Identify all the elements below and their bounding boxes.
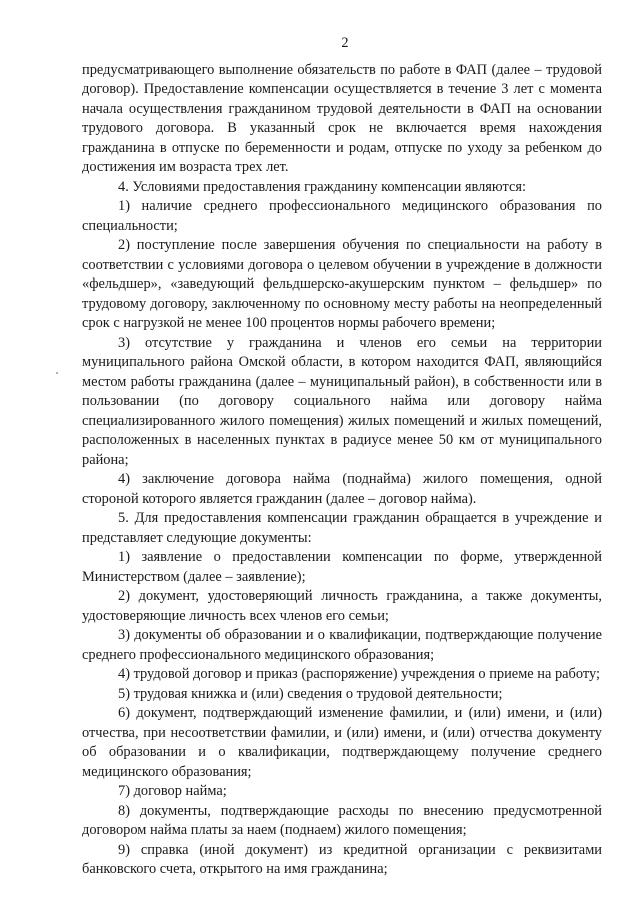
paragraph: 4) трудовой договор и приказ (распоряжение) учреждения о приеме на работу; bbox=[118, 666, 600, 682]
paragraph: 3) отсутствие у гражданина и членов его семьи на территории муниципального района Омской области, в котором находится ФАП, являющийся местом работы гражданина (далее – муниципальный район), в собственности или в пользовании (по договору социального найма или договору найма специализированного жилого помещения) жилых помещений и жилых помещений, расположенных в населенных пунктах в радиусе менее 50 км от муниципального района; bbox=[82, 334, 602, 468]
paragraph: 2) документ, удостоверяющий личность гражданина, а также документы, удостоверяющие личность всех членов его семьи; bbox=[82, 588, 602, 624]
paragraph: 7) договор найма; bbox=[118, 783, 227, 799]
paragraph: 5. Для предоставления компенсации гражданин обращается в учреждение и представляет следующие документы: bbox=[82, 510, 602, 546]
paragraph: 1) наличие среднего профессионального медицинского образования по специальности; bbox=[82, 198, 602, 234]
paragraph: 2) поступление после завершения обучения по специальности на работу в соответствии с условиями договора о целевом обучении в учреждение в должности «фельдшер», «заведующий фельдшерско-акушерским пунктом – фельдшер» по трудовому договору, заключенному по основному месту работы на неопределенный срок с нагрузкой не менее 100 процентов нормы рабочего времени; bbox=[82, 237, 602, 331]
paragraph: 8) документы, подтверждающие расходы по внесению предусмотренной договором найма платы за наем (поднаем) жилого помещения; bbox=[82, 802, 602, 838]
paragraph: 5) трудовая книжка и (или) сведения о трудовой деятельности; bbox=[118, 685, 503, 702]
document-body bbox=[82, 61, 602, 880]
page-number: 2 bbox=[341, 35, 349, 51]
paragraph: предусматривающего выполнение обязательств по работе в ФАП (далее – трудовой договор). Предоставление компенсации осуществляется в течение 3 лет с момента начала осуществления гражданином трудовой деятельности в ФАП на основании трудового договора. В указанный срок не включается время нахождения гражданина в отпуске по беременности и родам, отпуске по уходу за ребенком до достижения им возраста трех лет. bbox=[82, 61, 602, 175]
paragraph: 4) заключение договора найма (поднайма) жилого помещения, одной стороной которого является гражданин (далее – договор найма). bbox=[82, 471, 602, 507]
paragraph: 1) заявление о предоставлении компенсации по форме, утвержденной Министерством (далее – заявление); bbox=[82, 549, 602, 585]
scan-artifact bbox=[56, 372, 58, 374]
paragraph: 9) справка (иной документ) из кредитной организации с реквизитами банковского счета, открытого на имя гражданина; bbox=[82, 841, 602, 877]
paragraph: 6) документ, подтверждающий изменение фамилии, и (или) имени, и (или) отчества, при несоответствии фамилии, и (или) имени, и (или) отчества документу об образовании и о квалификации, подтверждающему получение среднего медицинского образования; bbox=[82, 705, 602, 780]
paragraph: 4. Условиями предоставления гражданину компенсации являются: bbox=[118, 178, 526, 195]
paragraph: 3) документы об образовании и о квалификации, подтверждающие получение среднего профессионального медицинского образования; bbox=[82, 627, 602, 663]
